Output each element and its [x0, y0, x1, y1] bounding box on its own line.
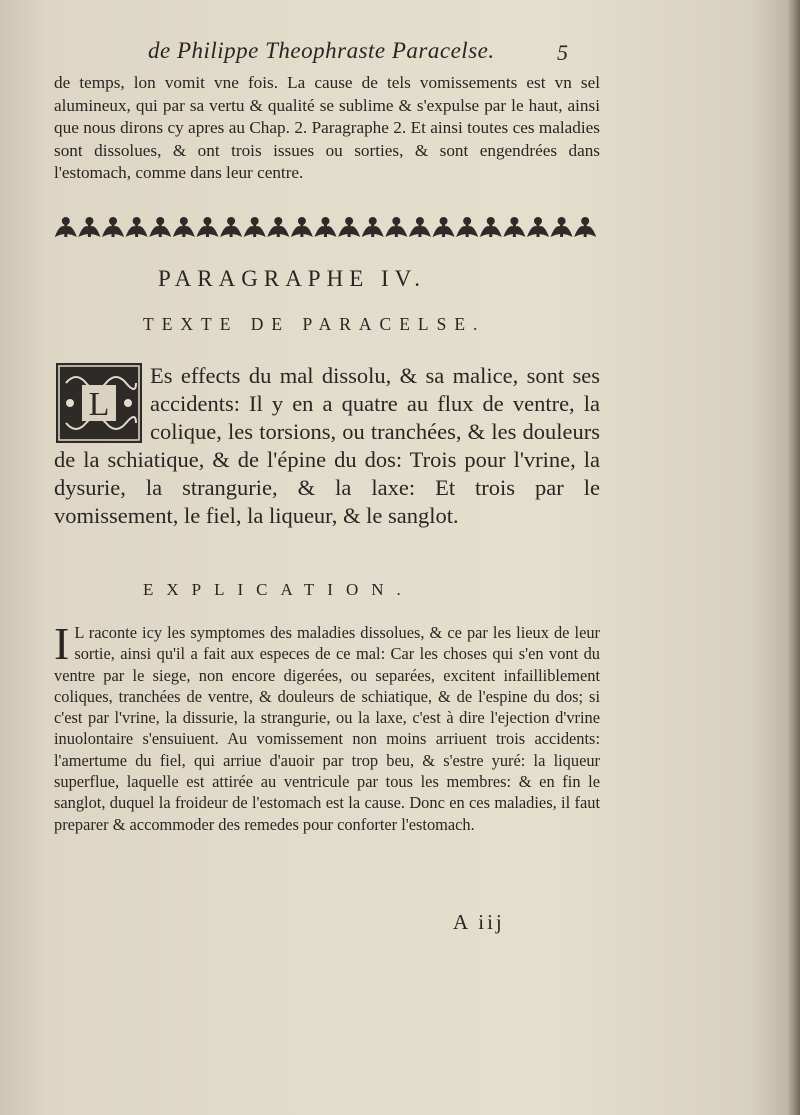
fleuron-band-icon — [54, 213, 597, 241]
explication-text — [54, 618, 600, 835]
fleuron-icon — [362, 217, 384, 237]
fleuron-icon — [244, 217, 266, 237]
fleuron-icon — [173, 217, 195, 237]
fleuron-icon — [126, 217, 148, 237]
dropcap-letter: L — [88, 386, 110, 423]
fleuron-icon — [503, 217, 525, 237]
fleuron-icon — [385, 217, 407, 237]
fleuron-icon — [409, 217, 431, 237]
running-head: de Philippe Theophraste Paracelse. — [148, 38, 495, 63]
signature-mark: A iij — [453, 910, 505, 934]
explication-initial: I — [54, 618, 70, 669]
fleuron-icon — [574, 217, 596, 237]
paracelse-text — [54, 362, 600, 530]
paragraph-continued: de temps, lon vomit vne fois. La cause de tels vomissements est vn sel alumineux, qui par sa vertu & qualité se sublime & s'expulse par le haut, ainsi que nous dirons cy apres au Chap. 2. Paragraphe 2. Et ainsi toutes ces maladies sont dissolues, & ont trois issues ou sorties, & sont engendrées dans l'estomach, comme dans leur centre. — [54, 73, 600, 182]
fleuron-icon — [149, 217, 171, 237]
paracelse-text-body: Es effects du mal dissolu, & sa malice, sont ses accidents: Il y en a quatre au flux de ventre, la colique, les torsions, ou tranchées, & les douleurs de la schiatique, & de l'épine du dos: Trois pour l'vrine, la dysurie, la strangurie, & la laxe: Et trois par le vomissement, le fiel, la liqueur, & le sanglot. — [54, 363, 600, 528]
fleuron-icon — [55, 217, 77, 237]
fleuron-icon — [433, 217, 455, 237]
fleuron-icon — [102, 217, 124, 237]
folio-page-number: 5 — [557, 40, 568, 65]
fleuron-icon — [338, 217, 360, 237]
fleuron-icon — [480, 217, 502, 237]
explication-body: L raconte icy les symptomes des maladies dissolues, & ce par les lieux de leur sortie, ainsi qu'il a fait aux especes de ce mal: Car les choses qui s'en vont du ventre par le siege, non encore digerées, ou separées, excitent infailliblement coliques, tranchées de ventre, & douleurs de schiatique, & de l'espine du dos; si c'est par l'vrine, la dissurie, la strangurie, ou la laxe, c'est à dire l'ejection d'vrine inuolontaire s'ensuiuent. Au vomissement non moins arriuent trois accidents: l'amertume du fiel, qui arriue d'auoir par trop beu, & s'estre yuré: la liqueur superflue, laquelle est attirée au ventricule par tous les membres: & en fin le sanglot, duquel la froideur de l'estomach est la cause. Donc en ces maladies, il faut preparer & accommoder des remedes pour conforter l'estomach. — [54, 623, 600, 834]
fleuron-icon — [456, 217, 478, 237]
fleuron-band-ornament — [54, 213, 597, 241]
fleuron-icon — [291, 217, 313, 237]
section-heading: PARAGRAPHE IV. — [158, 266, 427, 291]
fleuron-icon — [267, 217, 289, 237]
fleuron-icon — [78, 217, 100, 237]
fleuron-icon — [551, 217, 573, 237]
fleuron-icon — [315, 217, 337, 237]
fleuron-icon — [196, 217, 218, 237]
fleuron-icon — [527, 217, 549, 237]
section-subheading: TEXTE DE PARACELSE. — [143, 314, 486, 334]
page-edge — [788, 0, 800, 1115]
explication-heading: EXPLICATION. — [143, 580, 414, 599]
fleuron-icon — [220, 217, 242, 237]
